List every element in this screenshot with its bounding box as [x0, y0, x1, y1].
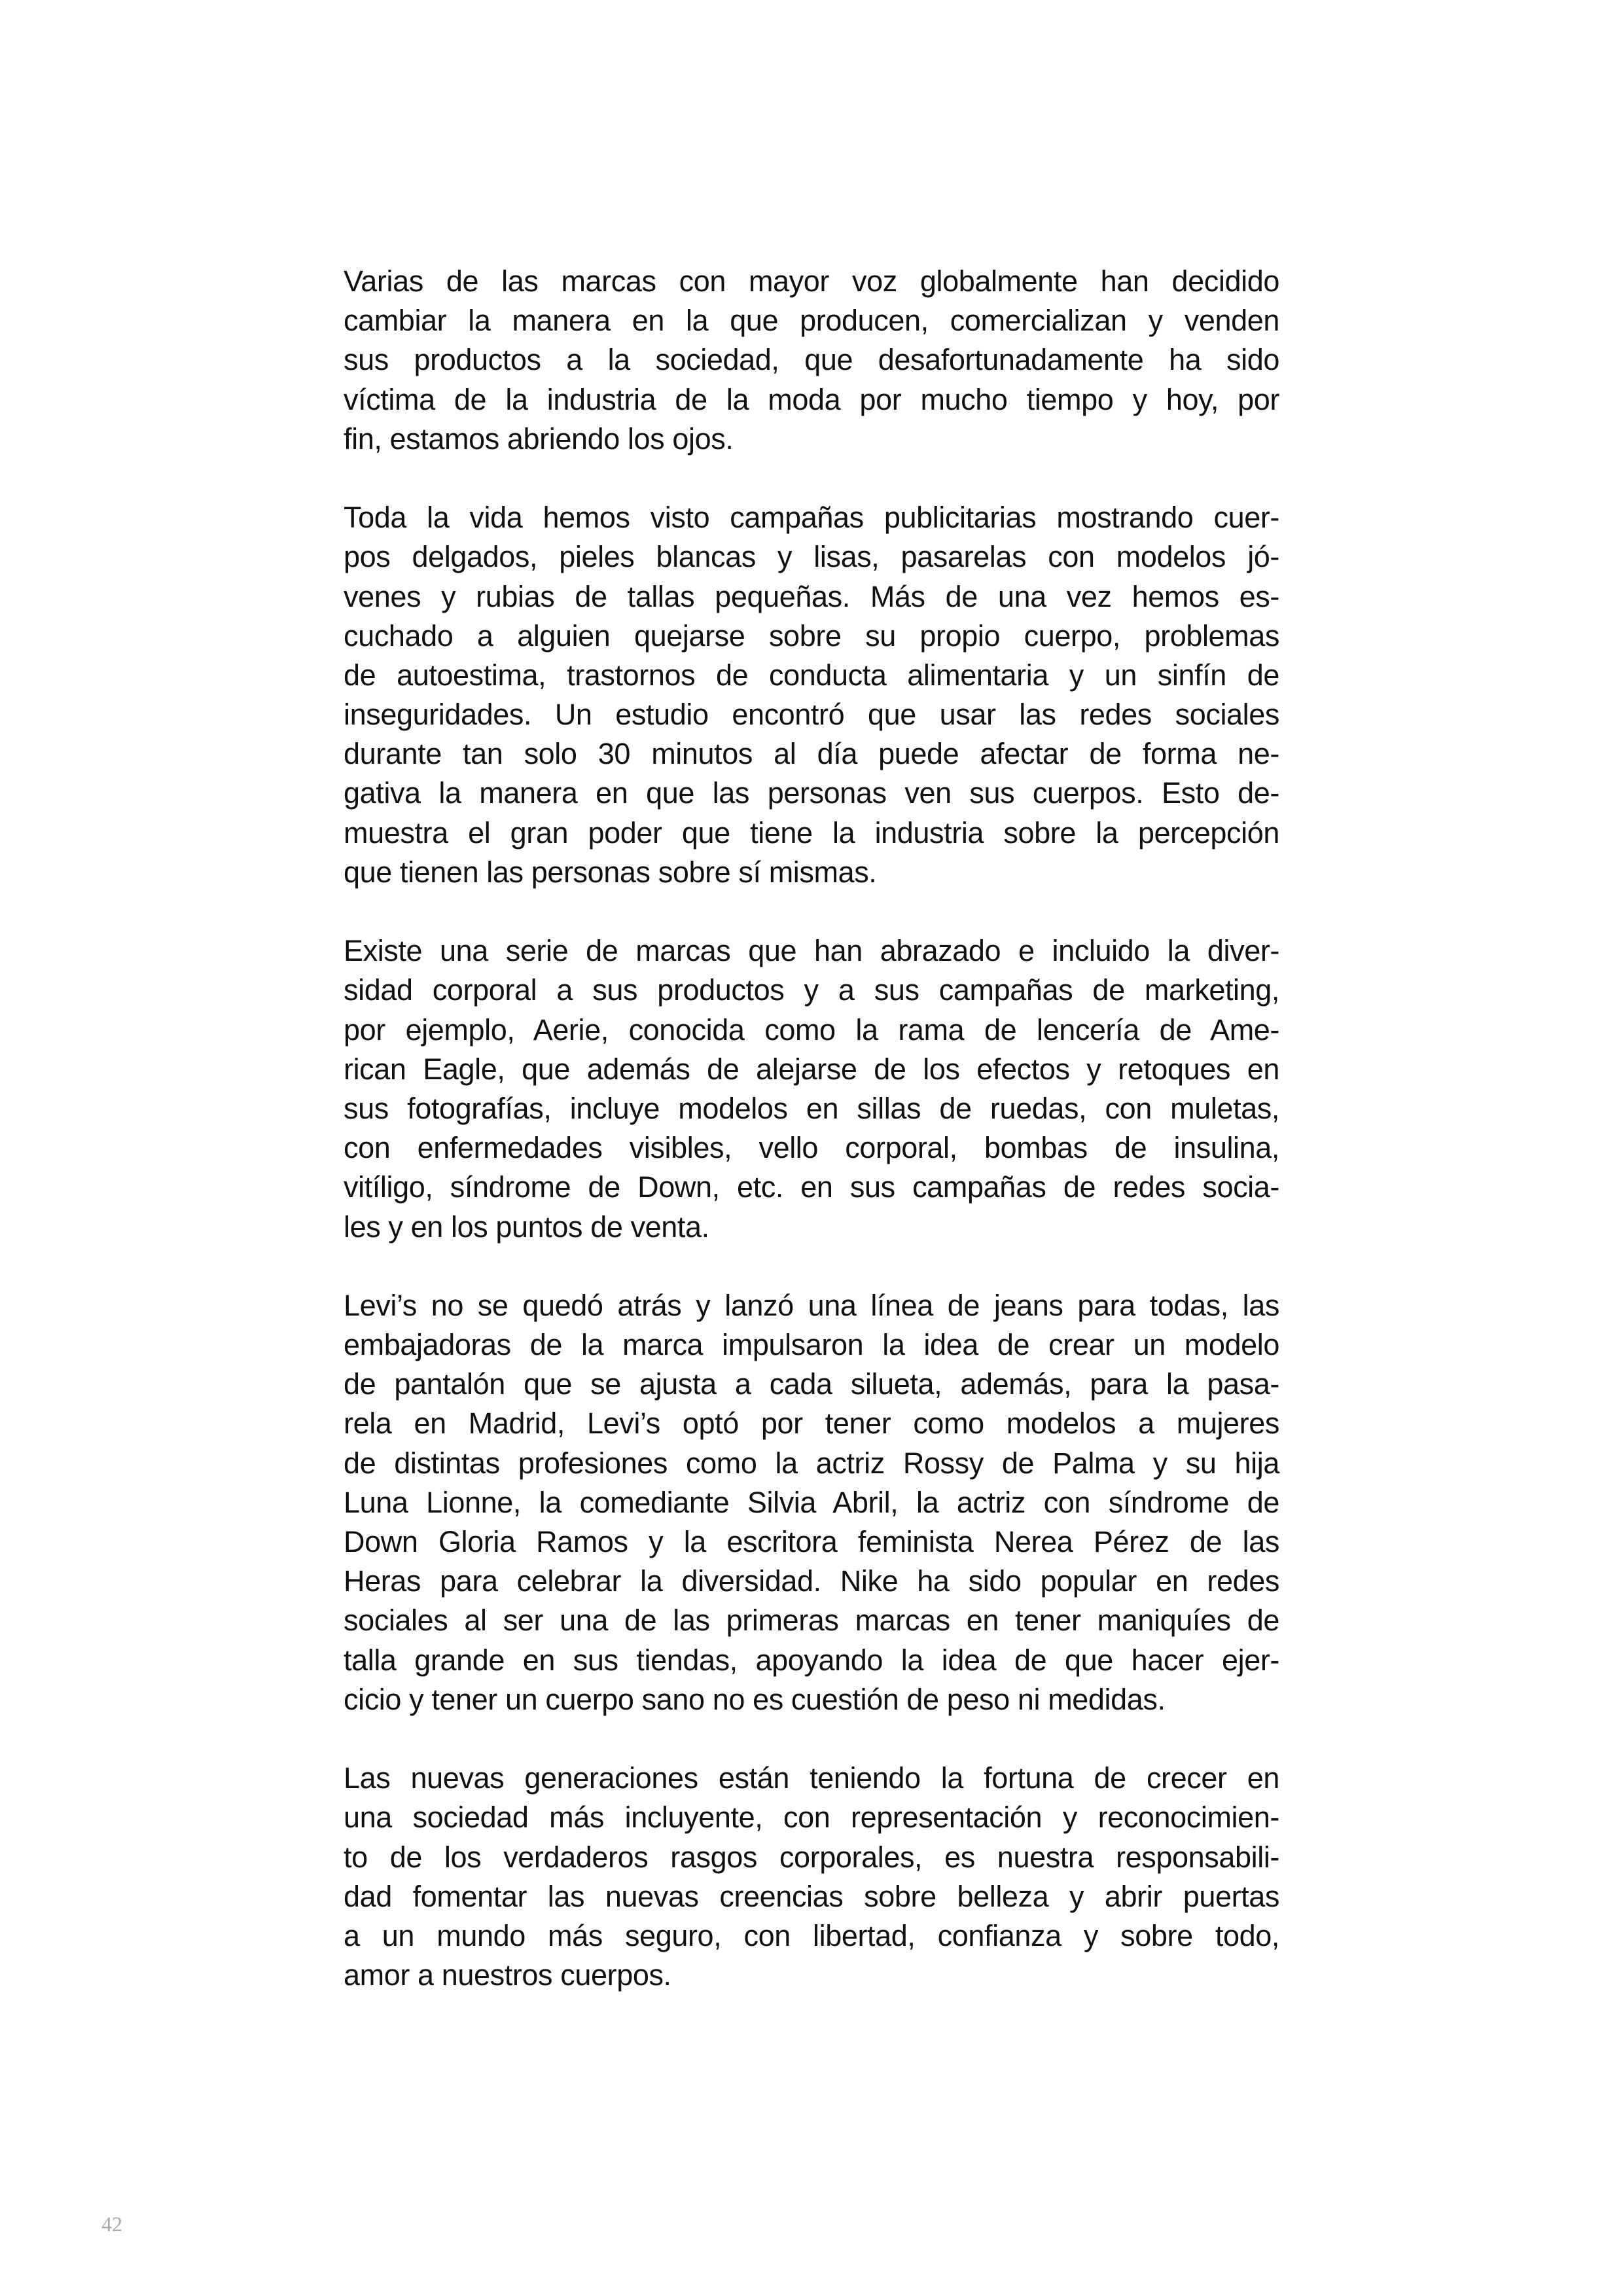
text-line: gativa la manera en que las personas ven sus cuerpos. Esto de- [344, 776, 1279, 810]
text-line: sidad corporal a sus productos y a sus campañas de marketing, [344, 973, 1279, 1007]
text-line: muestra el gran poder que tiene la industria sobre la percepción [344, 816, 1279, 850]
text-line: sus productos a la sociedad, que desafortunadamente ha sido [344, 343, 1279, 377]
text-line: cicio y tener un cuerpo sano no es cuestión de peso ni medidas. [344, 1682, 1166, 1716]
text-line: cuchado a alguien quejarse sobre su propio cuerpo, problemas [344, 619, 1279, 653]
text-line: Down Gloria Ramos y la escritora feminista Nerea Pérez de las [344, 1525, 1279, 1558]
paragraph-2 [344, 498, 1279, 892]
paragraph-5 [344, 1759, 1279, 1995]
text-line: to de los verdaderos rasgos corporales, es nuestra responsabili- [344, 1840, 1279, 1874]
text-line: venes y rubias de tallas pequeñas. Más de una vez hemos es- [344, 579, 1279, 613]
text-line: Toda la vida hemos visto campañas publicitarias mostrando cuer- [344, 501, 1279, 535]
paragraph-1 [344, 262, 1279, 459]
text-line: con enfermedades visibles, vello corporal, bombas de insulina, [344, 1131, 1279, 1165]
text-line: sociales al ser una de las primeras marcas en tener maniquíes de [344, 1604, 1279, 1638]
text-line: rican Eagle, que además de alejarse de los efectos y retoques en [344, 1052, 1279, 1086]
body-text [344, 262, 1279, 2034]
paragraph-4 [344, 1286, 1279, 1719]
text-line: amor a nuestros cuerpos. [344, 1958, 671, 1992]
page-number: 42 [101, 2212, 122, 2236]
text-line: de pantalón que se ajusta a cada silueta, además, para la pasa- [344, 1367, 1279, 1401]
text-line: de autoestima, trastornos de conducta alimentaria y un sinfín de [344, 658, 1279, 692]
text-line: Existe una serie de marcas que han abrazado e incluido la diver- [344, 934, 1279, 968]
text-line: Luna Lionne, la comediante Silvia Abril, la actriz con síndrome de [344, 1485, 1279, 1519]
text-line: por ejemplo, Aerie, conocida como la rama de lencería de Ame- [344, 1013, 1279, 1047]
text-line: Las nuevas generaciones están teniendo la fortuna de crecer en [344, 1761, 1279, 1795]
text-line: una sociedad más incluyente, con representación y reconocimien- [344, 1801, 1279, 1835]
text-line: les y en los puntos de venta. [344, 1210, 709, 1244]
text-line: Varias de las marcas con mayor voz globalmente han decidido [344, 264, 1279, 298]
text-line: Levi’s no se quedó atrás y lanzó una línea de jeans para todas, las [344, 1288, 1279, 1322]
text-line: dad fomentar las nuevas creencias sobre belleza y abrir puertas [344, 1879, 1279, 1913]
paragraph-3 [344, 931, 1279, 1247]
text-line: fin, estamos abriendo los ojos. [344, 422, 734, 456]
text-line: rela en Madrid, Levi’s optó por tener como modelos a mujeres [344, 1407, 1279, 1441]
text-line: Heras para celebrar la diversidad. Nike ha sido popular en redes [344, 1564, 1279, 1598]
text-line: cambiar la manera en la que producen, comercializan y venden [344, 304, 1279, 338]
text-line: talla grande en sus tiendas, apoyando la idea de que hacer ejer- [344, 1643, 1279, 1677]
text-line: durante tan solo 30 minutos al día puede afectar de forma ne- [344, 737, 1279, 771]
text-line: pos delgados, pieles blancas y lisas, pasarelas con modelos jó- [344, 540, 1279, 574]
text-line: víctima de la industria de la moda por mucho tiempo y hoy, por [344, 382, 1279, 416]
text-line: de distintas profesiones como la actriz Rossy de Palma y su hija [344, 1446, 1279, 1480]
text-line: inseguridades. Un estudio encontró que usar las redes sociales [344, 698, 1279, 732]
text-line: vitíligo, síndrome de Down, etc. en sus campañas de redes socia- [344, 1170, 1279, 1204]
text-line: a un mundo más seguro, con libertad, confianza y sobre todo, [344, 1918, 1279, 1952]
text-line: embajadoras de la marca impulsaron la idea de crear un modelo [344, 1328, 1279, 1362]
text-line: que tienen las personas sobre sí mismas. [344, 855, 877, 889]
text-line: sus fotografías, incluye modelos en sillas de ruedas, con muletas, [344, 1091, 1279, 1125]
